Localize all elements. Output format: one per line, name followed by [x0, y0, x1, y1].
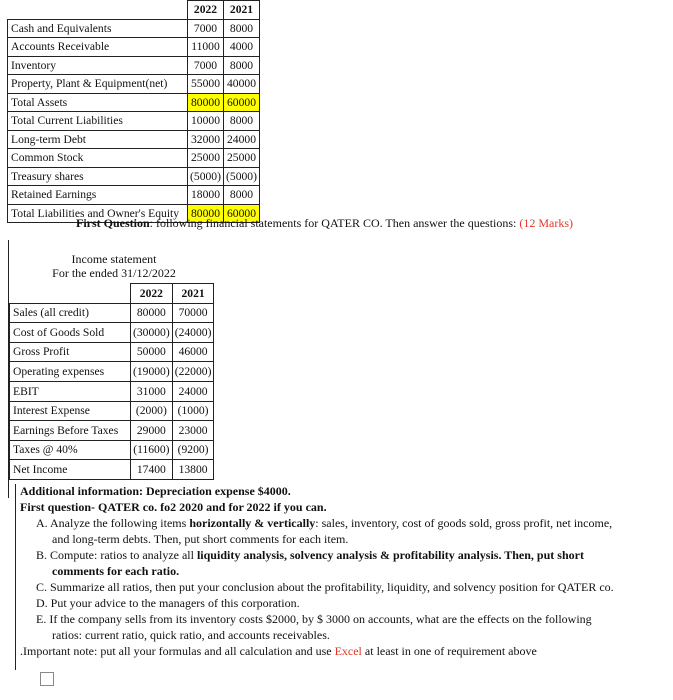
value-2022: 50000 — [131, 342, 173, 362]
value-2021: (1000) — [172, 401, 214, 421]
year-2021-header: 2021 — [224, 1, 260, 20]
row-label: Operating expenses — [10, 362, 131, 382]
bs-row-accounts-receivable — [8, 38, 260, 57]
is-row-taxes — [10, 440, 214, 460]
row-label: Property, Plant & Equipment(net) — [8, 75, 188, 94]
year-2022-header: 2022 — [131, 284, 173, 304]
requirement-a-bold: horizontally & vertically — [189, 515, 316, 530]
row-label: Cost of Goods Sold — [10, 323, 131, 343]
value-2021: (5000) — [224, 167, 260, 186]
bs-row-current-liabilities — [8, 112, 260, 131]
row-label: Sales (all credit) — [10, 303, 131, 323]
value-2022: 29000 — [131, 421, 173, 441]
additional-info-block — [15, 484, 616, 670]
value-2022-highlighted: 80000 — [188, 93, 224, 112]
value-2021-highlighted: 60000 — [224, 93, 260, 112]
answer-checkbox[interactable] — [40, 672, 54, 686]
income-header-row — [10, 284, 214, 304]
requirement-d: D. Put your advice to the managers of this corporation. — [36, 595, 300, 610]
value-2021: 4000 — [224, 38, 260, 57]
year-2022-header: 2022 — [188, 1, 224, 20]
row-label: Common Stock — [8, 149, 188, 168]
bs-row-retained-earnings — [8, 186, 260, 205]
row-label: Retained Earnings — [8, 186, 188, 205]
bs-row-common-stock — [8, 149, 260, 168]
marks-label: (12 Marks) — [519, 216, 574, 230]
value-2022: (30000) — [131, 323, 173, 343]
first-question-text: : following financial statements for QATER CO. Then answer the questions: — [149, 216, 520, 230]
is-row-ebt — [10, 421, 214, 441]
row-label: Gross Profit — [10, 342, 131, 362]
requirement-b-pre: B. Compute: ratios to analyze all — [36, 547, 197, 562]
bs-row-cash — [8, 19, 260, 38]
header-blank-cell — [10, 284, 131, 304]
value-2021: (24000) — [172, 323, 214, 343]
value-2022: (19000) — [131, 362, 173, 382]
header-blank-cell — [8, 1, 188, 20]
value-2021: 8000 — [224, 112, 260, 131]
important-note — [16, 644, 616, 660]
row-label: Accounts Receivable — [8, 38, 188, 57]
year-2021-header: 2021 — [172, 284, 214, 304]
is-row-cogs — [10, 323, 214, 343]
value-2021: 25000 — [224, 149, 260, 168]
value-2022: 17400 — [131, 460, 173, 480]
is-row-net-income — [10, 460, 214, 480]
income-statement-subtitle: For the ended 31/12/2022 — [52, 266, 176, 281]
row-label: Taxes @ 40% — [10, 440, 131, 460]
is-row-sales — [10, 303, 214, 323]
value-2022: 31000 — [131, 381, 173, 401]
important-note-pre: .Important note: put all your formulas and all calculation and use — [20, 643, 335, 658]
bs-row-inventory — [8, 56, 260, 75]
bs-row-total-assets — [8, 93, 260, 112]
requirement-b-bold: liquidity analysis, solvency analysis & profitability analysis. Then, put short comments for each ratio. — [52, 547, 584, 578]
row-label: Interest Expense — [10, 401, 131, 421]
row-label: Total Assets — [8, 93, 188, 112]
income-statement-table — [9, 283, 214, 480]
important-note-post: at least in one of requirement above — [361, 643, 537, 658]
additional-info-line: Additional information: Depreciation expense $4000. — [20, 484, 291, 498]
balance-sheet-table — [7, 0, 260, 223]
value-2022: (2000) — [131, 401, 173, 421]
value-2021: 24000 — [172, 381, 214, 401]
value-2021: 8000 — [224, 19, 260, 38]
row-label: Treasury shares — [8, 167, 188, 186]
value-2021: 13800 — [172, 460, 214, 480]
value-2022: 7000 — [188, 19, 224, 38]
bs-row-ppe — [8, 75, 260, 94]
requirement-a-post: : sales, inventory, cost of goods sold, gross profit, net income, and long-term debts. Then, put short comments for each item. — [52, 515, 613, 546]
requirement-a-pre: A. Analyze the following items — [36, 515, 190, 530]
value-2021-highlighted: 60000 — [224, 204, 260, 223]
row-label: Earnings Before Taxes — [10, 421, 131, 441]
value-2022: (11600) — [131, 440, 173, 460]
value-2021: 8000 — [224, 186, 260, 205]
value-2021: 70000 — [172, 303, 214, 323]
first-question-heading: First question- QATER co. fo2 2020 and for 2022 if you can. — [20, 499, 327, 514]
value-2021: (22000) — [172, 362, 214, 382]
value-2022: 25000 — [188, 149, 224, 168]
value-2022: 32000 — [188, 130, 224, 149]
value-2022: 80000 — [131, 303, 173, 323]
first-question-label: First Question — [76, 216, 150, 230]
row-label: Net Income — [10, 460, 131, 480]
income-statement-heading — [14, 252, 214, 281]
value-2021: 46000 — [172, 342, 214, 362]
requirements-list — [16, 516, 616, 644]
balance-sheet-header-row — [8, 1, 260, 20]
value-2022: 7000 — [188, 56, 224, 75]
is-row-operating-expenses — [10, 362, 214, 382]
value-2022: 10000 — [188, 112, 224, 131]
requirement-b — [16, 548, 616, 580]
requirement-c: C. Summarize all ratios, then put your conclusion about the profitability, liquidity, and solvency position for QATER co. — [36, 579, 614, 594]
requirement-a — [16, 516, 616, 548]
row-label: Inventory — [8, 56, 188, 75]
value-2022-highlighted: 80000 — [188, 204, 224, 223]
is-row-gross-profit — [10, 342, 214, 362]
first-question-line — [76, 216, 573, 231]
row-label: Total Current Liabilities — [8, 112, 188, 131]
excel-label: Excel — [334, 643, 362, 658]
is-row-interest-expense — [10, 401, 214, 421]
value-2021: 8000 — [224, 56, 260, 75]
value-2022: 11000 — [188, 38, 224, 57]
bs-row-treasury-shares — [8, 167, 260, 186]
row-label: Long-term Debt — [8, 130, 188, 149]
is-row-ebit — [10, 381, 214, 401]
row-label: Cash and Equivalents — [8, 19, 188, 38]
value-2022: 18000 — [188, 186, 224, 205]
row-label: Total Liabilities and Owner's Equity — [8, 204, 188, 223]
value-2021: 40000 — [224, 75, 260, 94]
value-2021: 24000 — [224, 130, 260, 149]
requirement-e: E. If the company sells from its inventory costs $2000, by $ 3000 on accounts, what are the effects on the following ratios: current ratio, quick ratio, and accounts receivables. — [36, 611, 592, 642]
income-statement-title: Income statement — [71, 252, 157, 266]
value-2021: 23000 — [172, 421, 214, 441]
value-2022: 55000 — [188, 75, 224, 94]
value-2022: (5000) — [188, 167, 224, 186]
row-label: EBIT — [10, 381, 131, 401]
bs-row-long-term-debt — [8, 130, 260, 149]
value-2021: (9200) — [172, 440, 214, 460]
